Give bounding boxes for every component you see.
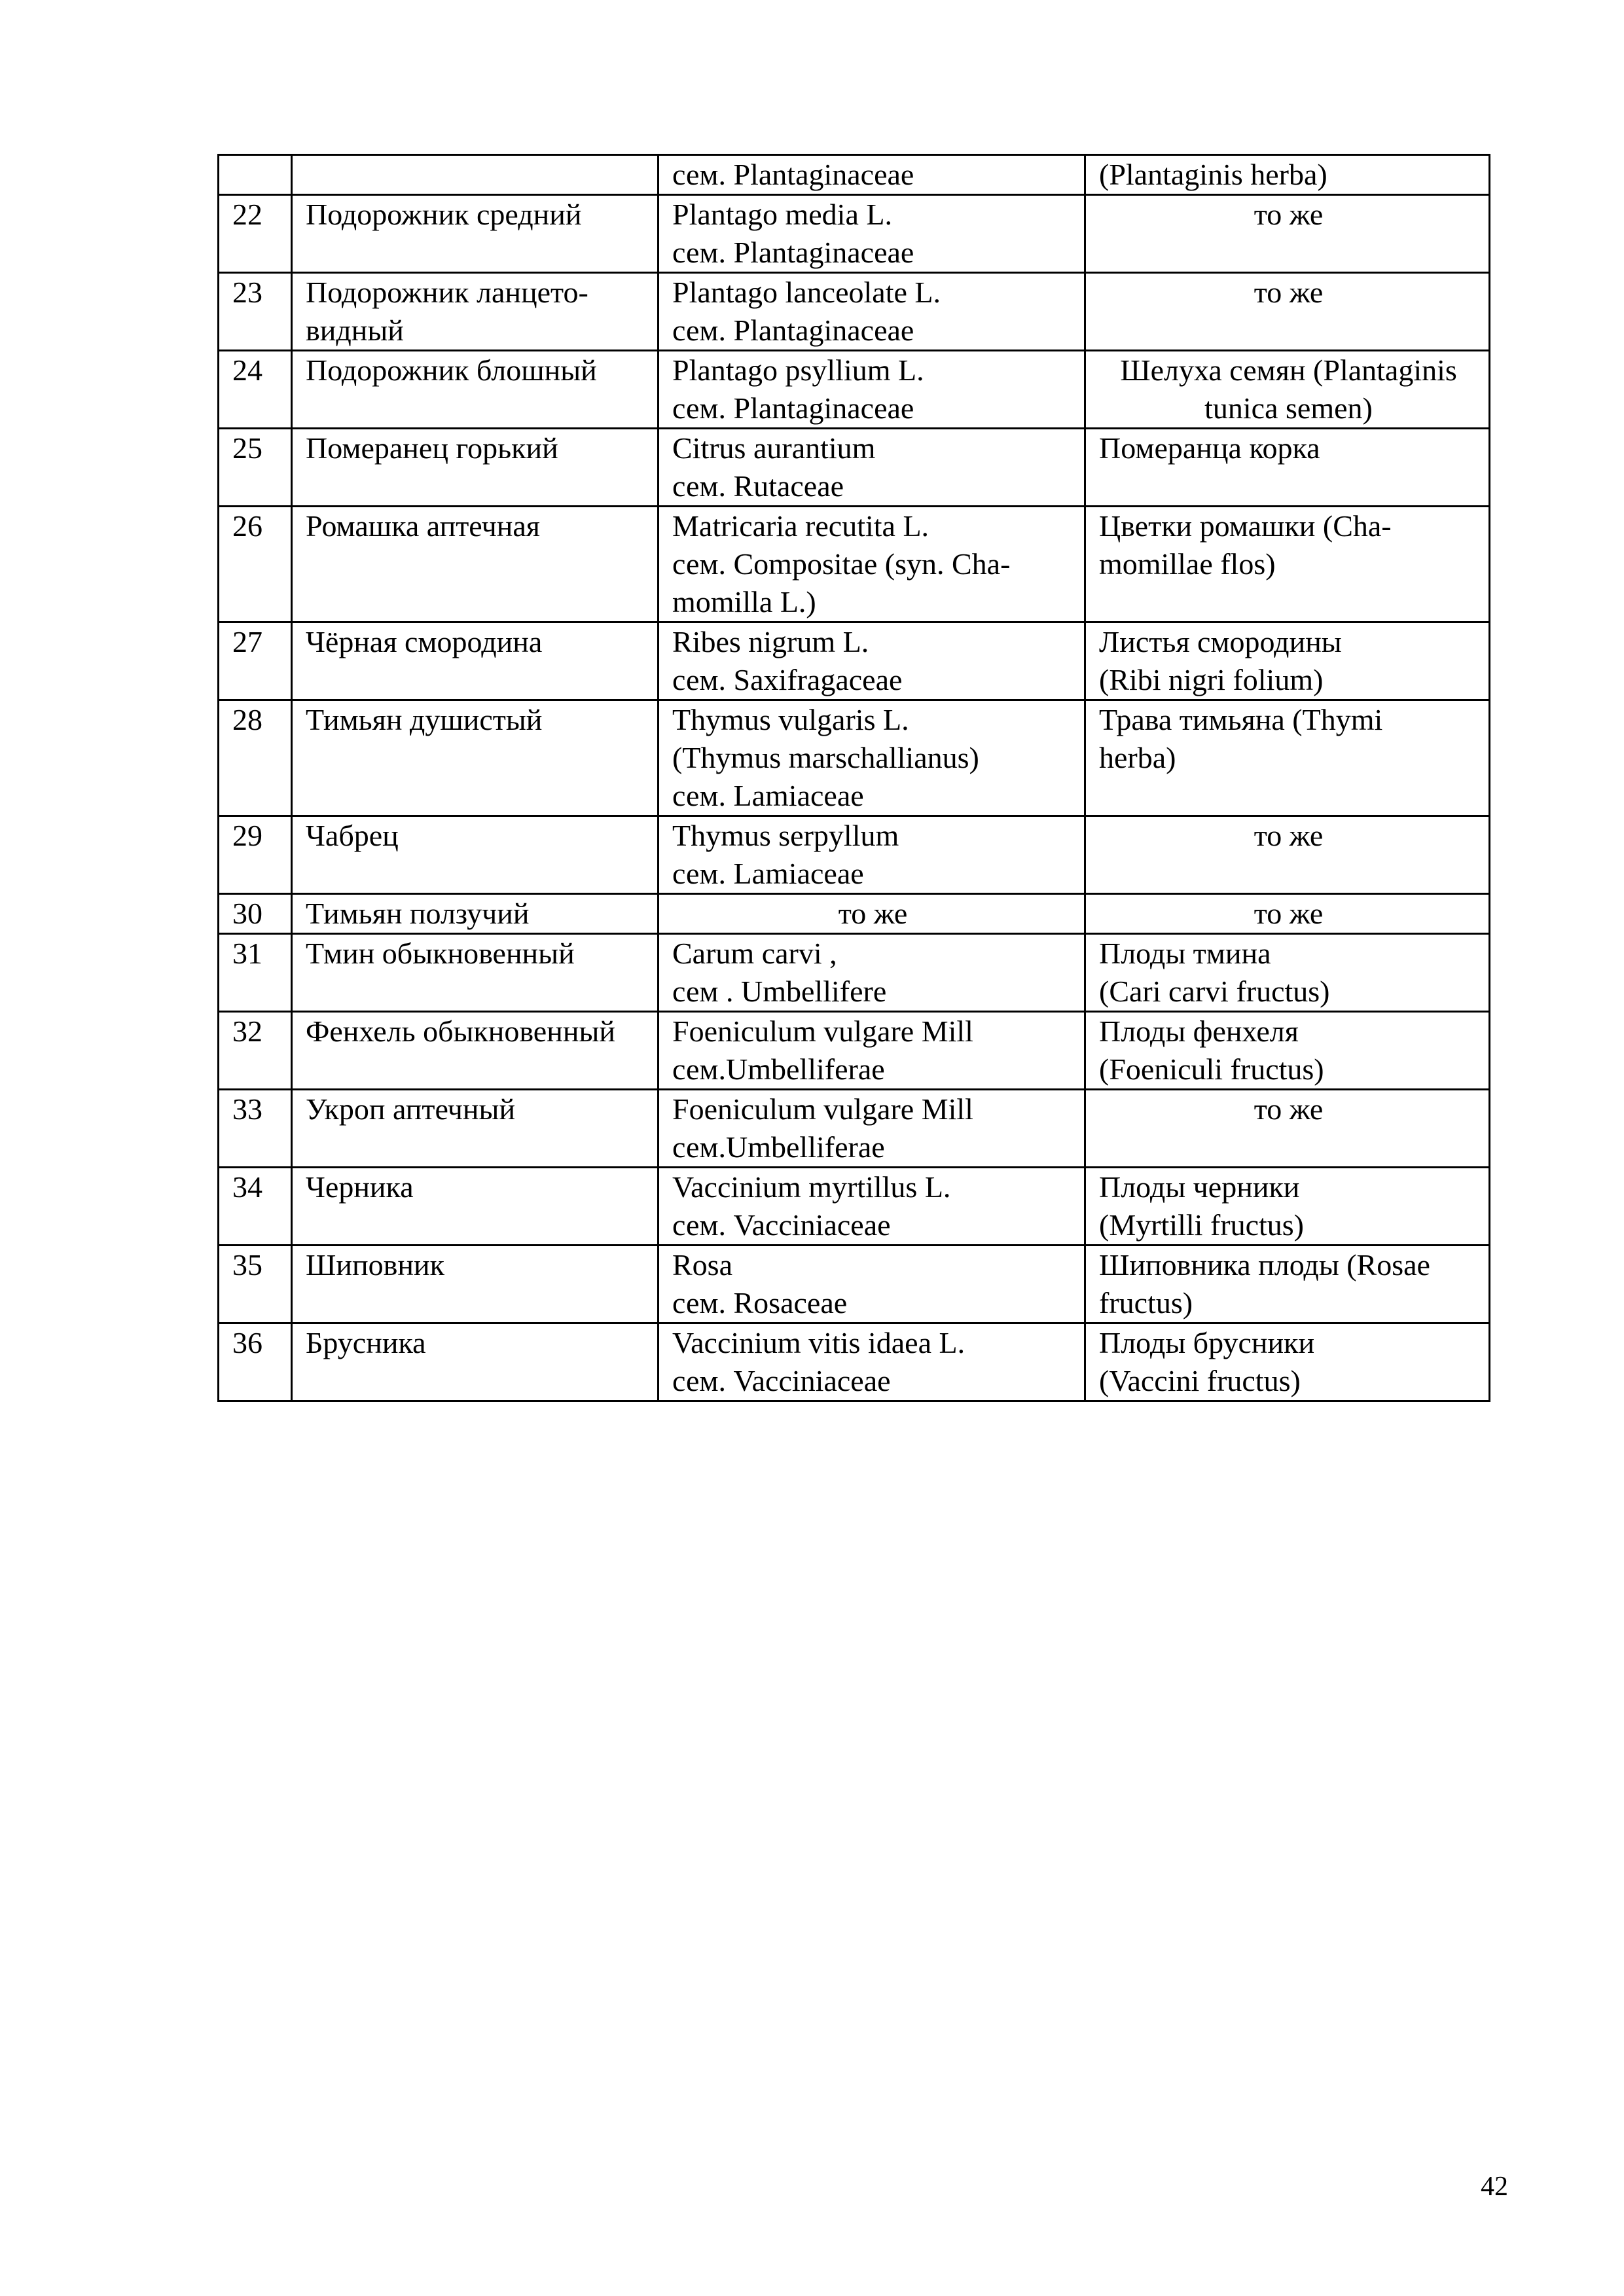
- plant-name-cell: Померанец горький: [292, 429, 659, 507]
- table-row: [219, 894, 1490, 934]
- latin-name-cell: Vaccinium vitis idaea L. сем. Vacciniaceae: [659, 1323, 1085, 1401]
- raw-material-cell: Шелуха семян (Plantaginis tunica semen): [1085, 351, 1490, 429]
- table-row: [219, 429, 1490, 507]
- latin-name-cell: Foeniculum vulgare Mill сем.Umbelliferae: [659, 1012, 1085, 1090]
- table-row: [219, 700, 1490, 816]
- latin-name-cell: Citrus aurantium сем. Rutaceae: [659, 429, 1085, 507]
- table-row: [219, 195, 1490, 273]
- latin-name-cell: Carum carvi , сем . Umbellifere: [659, 934, 1085, 1012]
- plant-name-cell: Чабрец: [292, 816, 659, 894]
- table-row: [219, 1323, 1490, 1401]
- latin-name-cell: Rosa сем. Rosaceae: [659, 1246, 1085, 1323]
- row-number-cell: 23: [219, 273, 292, 351]
- raw-material-cell: то же: [1085, 816, 1490, 894]
- table-row: [219, 1246, 1490, 1323]
- plant-name-cell: Подорожник ланцето- видный: [292, 273, 659, 351]
- row-number-cell: 27: [219, 622, 292, 700]
- raw-material-cell: Плоды брусники (Vaccini fructus): [1085, 1323, 1490, 1401]
- table-row: [219, 273, 1490, 351]
- page-number: 42: [1481, 2172, 1508, 2202]
- plant-name-cell: Подорожник блошный: [292, 351, 659, 429]
- table-row: [219, 155, 1490, 195]
- table-row: [219, 934, 1490, 1012]
- raw-material-cell: Шиповника плоды (Rosae fructus): [1085, 1246, 1490, 1323]
- row-number-cell: 22: [219, 195, 292, 273]
- plant-name-cell: Брусника: [292, 1323, 659, 1401]
- row-number-cell: 24: [219, 351, 292, 429]
- latin-name-cell: Thymus serpyllum сем. Lamiaceae: [659, 816, 1085, 894]
- plant-name-cell: Укроп аптечный: [292, 1090, 659, 1168]
- row-number-cell: 28: [219, 700, 292, 816]
- row-number-cell: 33: [219, 1090, 292, 1168]
- latin-name-cell: Plantago media L. сем. Plantaginaceae: [659, 195, 1085, 273]
- raw-material-cell: то же: [1085, 1090, 1490, 1168]
- raw-material-cell: (Plantaginis herba): [1085, 155, 1490, 195]
- plant-name-cell: Тмин обыкновенный: [292, 934, 659, 1012]
- latin-name-cell: Vaccinium myrtillus L. сем. Vacciniaceae: [659, 1168, 1085, 1246]
- table-row: [219, 1090, 1490, 1168]
- table-row: [219, 351, 1490, 429]
- table-row: [219, 816, 1490, 894]
- plant-name-cell: Подорожник средний: [292, 195, 659, 273]
- raw-material-cell: Плоды фенхеля (Foeniculi fructus): [1085, 1012, 1490, 1090]
- row-number-cell: 25: [219, 429, 292, 507]
- table-row: [219, 1012, 1490, 1090]
- table-row: [219, 507, 1490, 622]
- latin-name-cell: Foeniculum vulgare Mill сем.Umbelliferae: [659, 1090, 1085, 1168]
- plant-name-cell: Тимьян душистый: [292, 700, 659, 816]
- row-number-cell: 35: [219, 1246, 292, 1323]
- latin-name-cell: Matricaria recutita L. сем. Compositae (syn. Cha- momilla L.): [659, 507, 1085, 622]
- plant-name-cell: Ромашка аптечная: [292, 507, 659, 622]
- latin-name-cell: то же: [659, 894, 1085, 934]
- latin-name-cell: Plantago psyllium L. сем. Plantaginaceae: [659, 351, 1085, 429]
- plant-name-cell: Фенхель обыкновенный: [292, 1012, 659, 1090]
- latin-name-cell: Plantago lanceolate L. сем. Plantaginaceae: [659, 273, 1085, 351]
- raw-material-cell: то же: [1085, 273, 1490, 351]
- raw-material-cell: то же: [1085, 195, 1490, 273]
- raw-material-cell: Плоды черники (Myrtilli fructus): [1085, 1168, 1490, 1246]
- raw-material-cell: Трава тимьяна (Thymi herba): [1085, 700, 1490, 816]
- medicinal-plants-table: [217, 154, 1490, 1402]
- row-number-cell: 31: [219, 934, 292, 1012]
- raw-material-cell: Померанца корка: [1085, 429, 1490, 507]
- plant-name-cell: Шиповник: [292, 1246, 659, 1323]
- row-number-cell: 26: [219, 507, 292, 622]
- table-body: [219, 155, 1490, 1401]
- row-number-cell: 30: [219, 894, 292, 934]
- plant-name-cell: Черника: [292, 1168, 659, 1246]
- row-number-cell: 32: [219, 1012, 292, 1090]
- raw-material-cell: Плоды тмина (Cari carvi fructus): [1085, 934, 1490, 1012]
- raw-material-cell: Цветки ромашки (Cha- momillae flos): [1085, 507, 1490, 622]
- latin-name-cell: Ribes nigrum L. сем. Saxifragaceae: [659, 622, 1085, 700]
- raw-material-cell: Листья смородины (Ribi nigri folium): [1085, 622, 1490, 700]
- row-number-cell: 29: [219, 816, 292, 894]
- row-number-cell: 36: [219, 1323, 292, 1401]
- table-row: [219, 1168, 1490, 1246]
- plant-name-cell: Чёрная смородина: [292, 622, 659, 700]
- latin-name-cell: Thymus vulgaris L. (Thymus marschallianus) сем. Lamiaceae: [659, 700, 1085, 816]
- table-row: [219, 622, 1490, 700]
- row-number-cell: [219, 155, 292, 195]
- plant-name-cell: [292, 155, 659, 195]
- row-number-cell: 34: [219, 1168, 292, 1246]
- latin-name-cell: сем. Plantaginaceae: [659, 155, 1085, 195]
- raw-material-cell: то же: [1085, 894, 1490, 934]
- plant-name-cell: Тимьян ползучий: [292, 894, 659, 934]
